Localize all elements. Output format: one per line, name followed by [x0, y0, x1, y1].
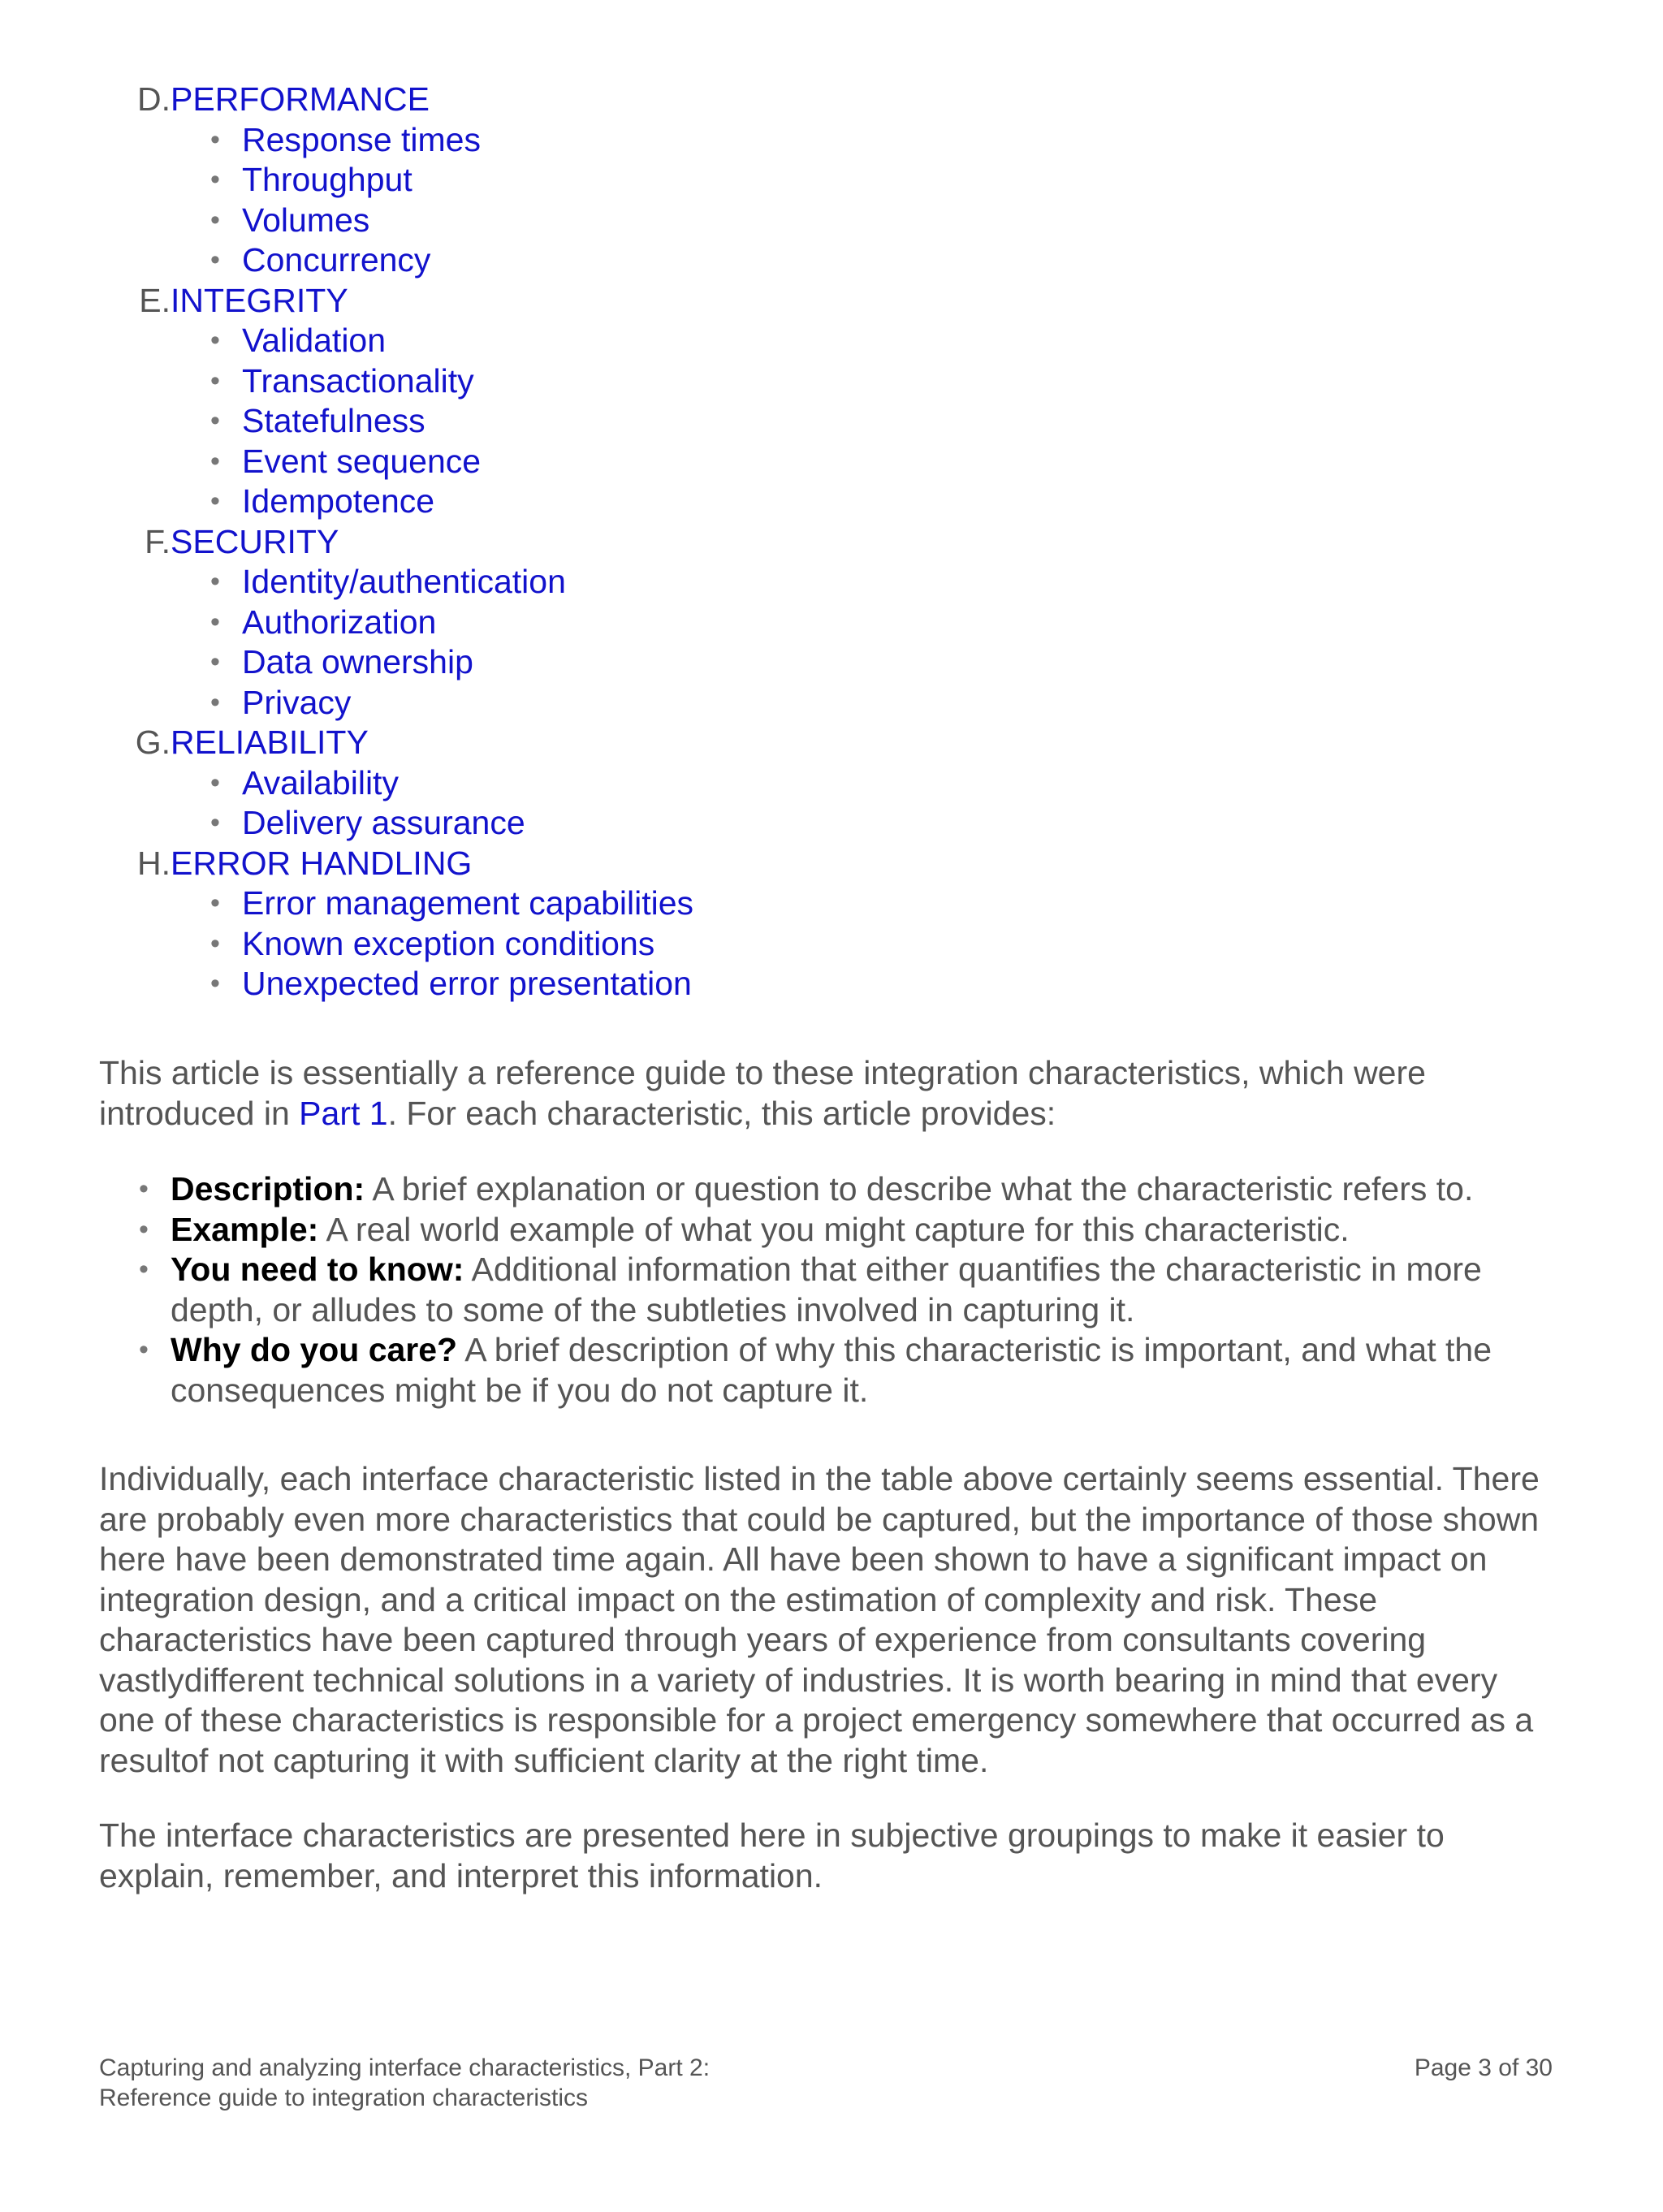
characteristic-link[interactable]: Data ownership: [242, 643, 473, 680]
feature-text: A brief description of why this characteristic is important, and what the consequences might be if you do not capture it.: [171, 1331, 1492, 1409]
groupings-text: The interface characteristics are presented here in subjective groupings to make it easier to explain, remember, and interpret this information.: [99, 1817, 1445, 1894]
list-item: [0, 442, 1663, 482]
characteristic-link[interactable]: Unexpected error presentation: [242, 965, 692, 1002]
characteristic-link[interactable]: Delivery assurance: [242, 804, 525, 841]
part-1-link[interactable]: Part 1: [299, 1094, 388, 1132]
section-title-link[interactable]: INTEGRITY: [171, 281, 348, 319]
bullet-glyph: •: [210, 164, 220, 195]
characteristic-link[interactable]: Response times: [242, 120, 481, 158]
outline-section: [0, 281, 1663, 522]
section-heading: [0, 80, 1663, 120]
bullet-glyph: •: [210, 365, 220, 396]
section-heading: [0, 844, 1663, 884]
feature-label: You need to know:: [171, 1251, 464, 1288]
bullet-glyph: •: [210, 486, 220, 516]
characteristic-link[interactable]: Event sequence: [242, 442, 482, 480]
list-item: [0, 401, 1663, 442]
individually-paragraph: [99, 1459, 1553, 1781]
list-item: [0, 603, 1663, 643]
feature-text: A brief explanation or question to describe what the characteristic refers to.: [365, 1170, 1474, 1208]
bullet-glyph: •: [139, 1334, 149, 1365]
section-letter: H.: [137, 844, 171, 882]
bullet-glyph: •: [210, 123, 220, 155]
section-title-link[interactable]: SECURITY: [171, 522, 339, 560]
outline-section: [0, 844, 1663, 1004]
list-item: [0, 482, 1663, 522]
list-item: [0, 160, 1663, 201]
characteristic-link[interactable]: Error management capabilities: [242, 884, 694, 922]
bullet-glyph: •: [210, 405, 220, 436]
bullet-glyph: •: [210, 445, 220, 477]
intro-paragraph: [99, 1053, 1561, 1134]
bullet-glyph: •: [210, 767, 220, 798]
list-item: [0, 562, 1663, 603]
bullet-glyph: •: [210, 204, 220, 235]
bullet-glyph: •: [210, 244, 220, 275]
characteristic-link[interactable]: Volumes: [242, 201, 370, 239]
list-item: [0, 1169, 1663, 1210]
characteristic-link[interactable]: Concurrency: [242, 241, 431, 279]
list-item: [0, 964, 1663, 1004]
characteristic-link[interactable]: Known exception conditions: [242, 924, 655, 962]
feature-text: Additional information that either quantifies the characteristic in more depth, or alludes to some of the subtleties involved in capturing it.: [171, 1251, 1482, 1328]
footer-title: [99, 2053, 710, 2113]
characteristic-link[interactable]: Idempotence: [242, 482, 435, 520]
section-letter: D.: [137, 80, 171, 118]
outline-section: [0, 522, 1663, 724]
section-title-link[interactable]: PERFORMANCE: [171, 80, 430, 118]
feature-label: Why do you care?: [171, 1331, 458, 1368]
list-item: [0, 1210, 1663, 1251]
characteristic-link[interactable]: Validation: [242, 322, 387, 359]
section-letter: E.: [139, 281, 171, 319]
list-item: [0, 884, 1663, 924]
list-item: [0, 642, 1663, 683]
bullet-glyph: •: [139, 1254, 149, 1285]
characteristic-link[interactable]: Statefulness: [242, 402, 425, 439]
list-item: [0, 803, 1663, 844]
characteristic-link[interactable]: Availability: [242, 763, 399, 801]
bullet-glyph: •: [139, 1173, 149, 1204]
characteristic-link[interactable]: Transactionality: [242, 361, 474, 400]
section-letter: G.: [135, 724, 171, 761]
bullet-glyph: •: [210, 888, 220, 918]
characteristics-outline: [0, 80, 1663, 1004]
characteristic-link[interactable]: Privacy: [242, 683, 352, 721]
section-letter: F.: [145, 522, 171, 560]
bullet-glyph: •: [210, 566, 220, 597]
list-item: [0, 120, 1663, 161]
feature-label: Example:: [171, 1210, 319, 1248]
provides-list: [0, 1169, 1663, 1411]
list-item: [0, 361, 1663, 402]
page-number: Page 3 of 30: [1414, 2054, 1553, 2081]
bullet-glyph: •: [210, 807, 220, 838]
outline-section: [0, 723, 1663, 844]
section-heading: [0, 281, 1663, 322]
list-item: [0, 201, 1663, 241]
bullet-glyph: •: [210, 646, 220, 677]
list-item: [0, 1250, 1663, 1330]
bullet-glyph: •: [210, 686, 220, 718]
feature-label: Description:: [171, 1170, 365, 1208]
characteristic-link[interactable]: Throughput: [242, 161, 413, 198]
intro-text-before: This article is essentially a reference guide to these integration characteristics, which were introduced in: [99, 1054, 1426, 1132]
list-item: [0, 683, 1663, 724]
section-title-link[interactable]: RELIABILITY: [171, 724, 369, 761]
bullet-glyph: •: [139, 1213, 149, 1245]
list-item: [0, 240, 1663, 281]
section-heading: [0, 522, 1663, 563]
bullet-glyph: •: [210, 606, 220, 637]
list-item: [0, 1330, 1663, 1411]
section-title-link[interactable]: ERROR HANDLING: [171, 844, 473, 882]
list-item: [0, 924, 1663, 965]
individually-text: Individually, each interface characteristic listed in the table above certainly seems essential. There are probably even more characteristics that could be captured, but the importance of those shown here have been demonstrated time again. All have been shown to have a significant impact on integration design, and a critical impact on the estimation of complexity and risk. These characteristics have been captured through years of experience from consultants covering vastlydifferent technical solutions in a variety of industries. It is worth bearing in mind that every one of these characteristics is responsible for a project emergency somewhere that occurred as a resultof not capturing it with sufficient clarity at the right time.: [99, 1460, 1540, 1779]
outline-section: [0, 80, 1663, 281]
bullet-glyph: •: [210, 325, 220, 356]
bullet-glyph: •: [210, 968, 220, 999]
characteristic-link[interactable]: Identity/authentication: [242, 563, 566, 600]
section-heading: [0, 723, 1663, 763]
footer-title-line-2: Reference guide to integration characteristics: [99, 2085, 588, 2111]
list-item: [0, 321, 1663, 361]
intro-text-after: . For each characteristic, this article provides:: [387, 1094, 1056, 1132]
list-item: [0, 763, 1663, 804]
groupings-paragraph: [99, 1816, 1561, 1896]
characteristic-link[interactable]: Authorization: [242, 603, 437, 641]
bullet-glyph: •: [210, 927, 220, 959]
footer-title-line-1: Capturing and analyzing interface characteristics, Part 2:: [99, 2054, 711, 2081]
feature-text: A real world example of what you might capture for this characteristic.: [318, 1210, 1350, 1248]
